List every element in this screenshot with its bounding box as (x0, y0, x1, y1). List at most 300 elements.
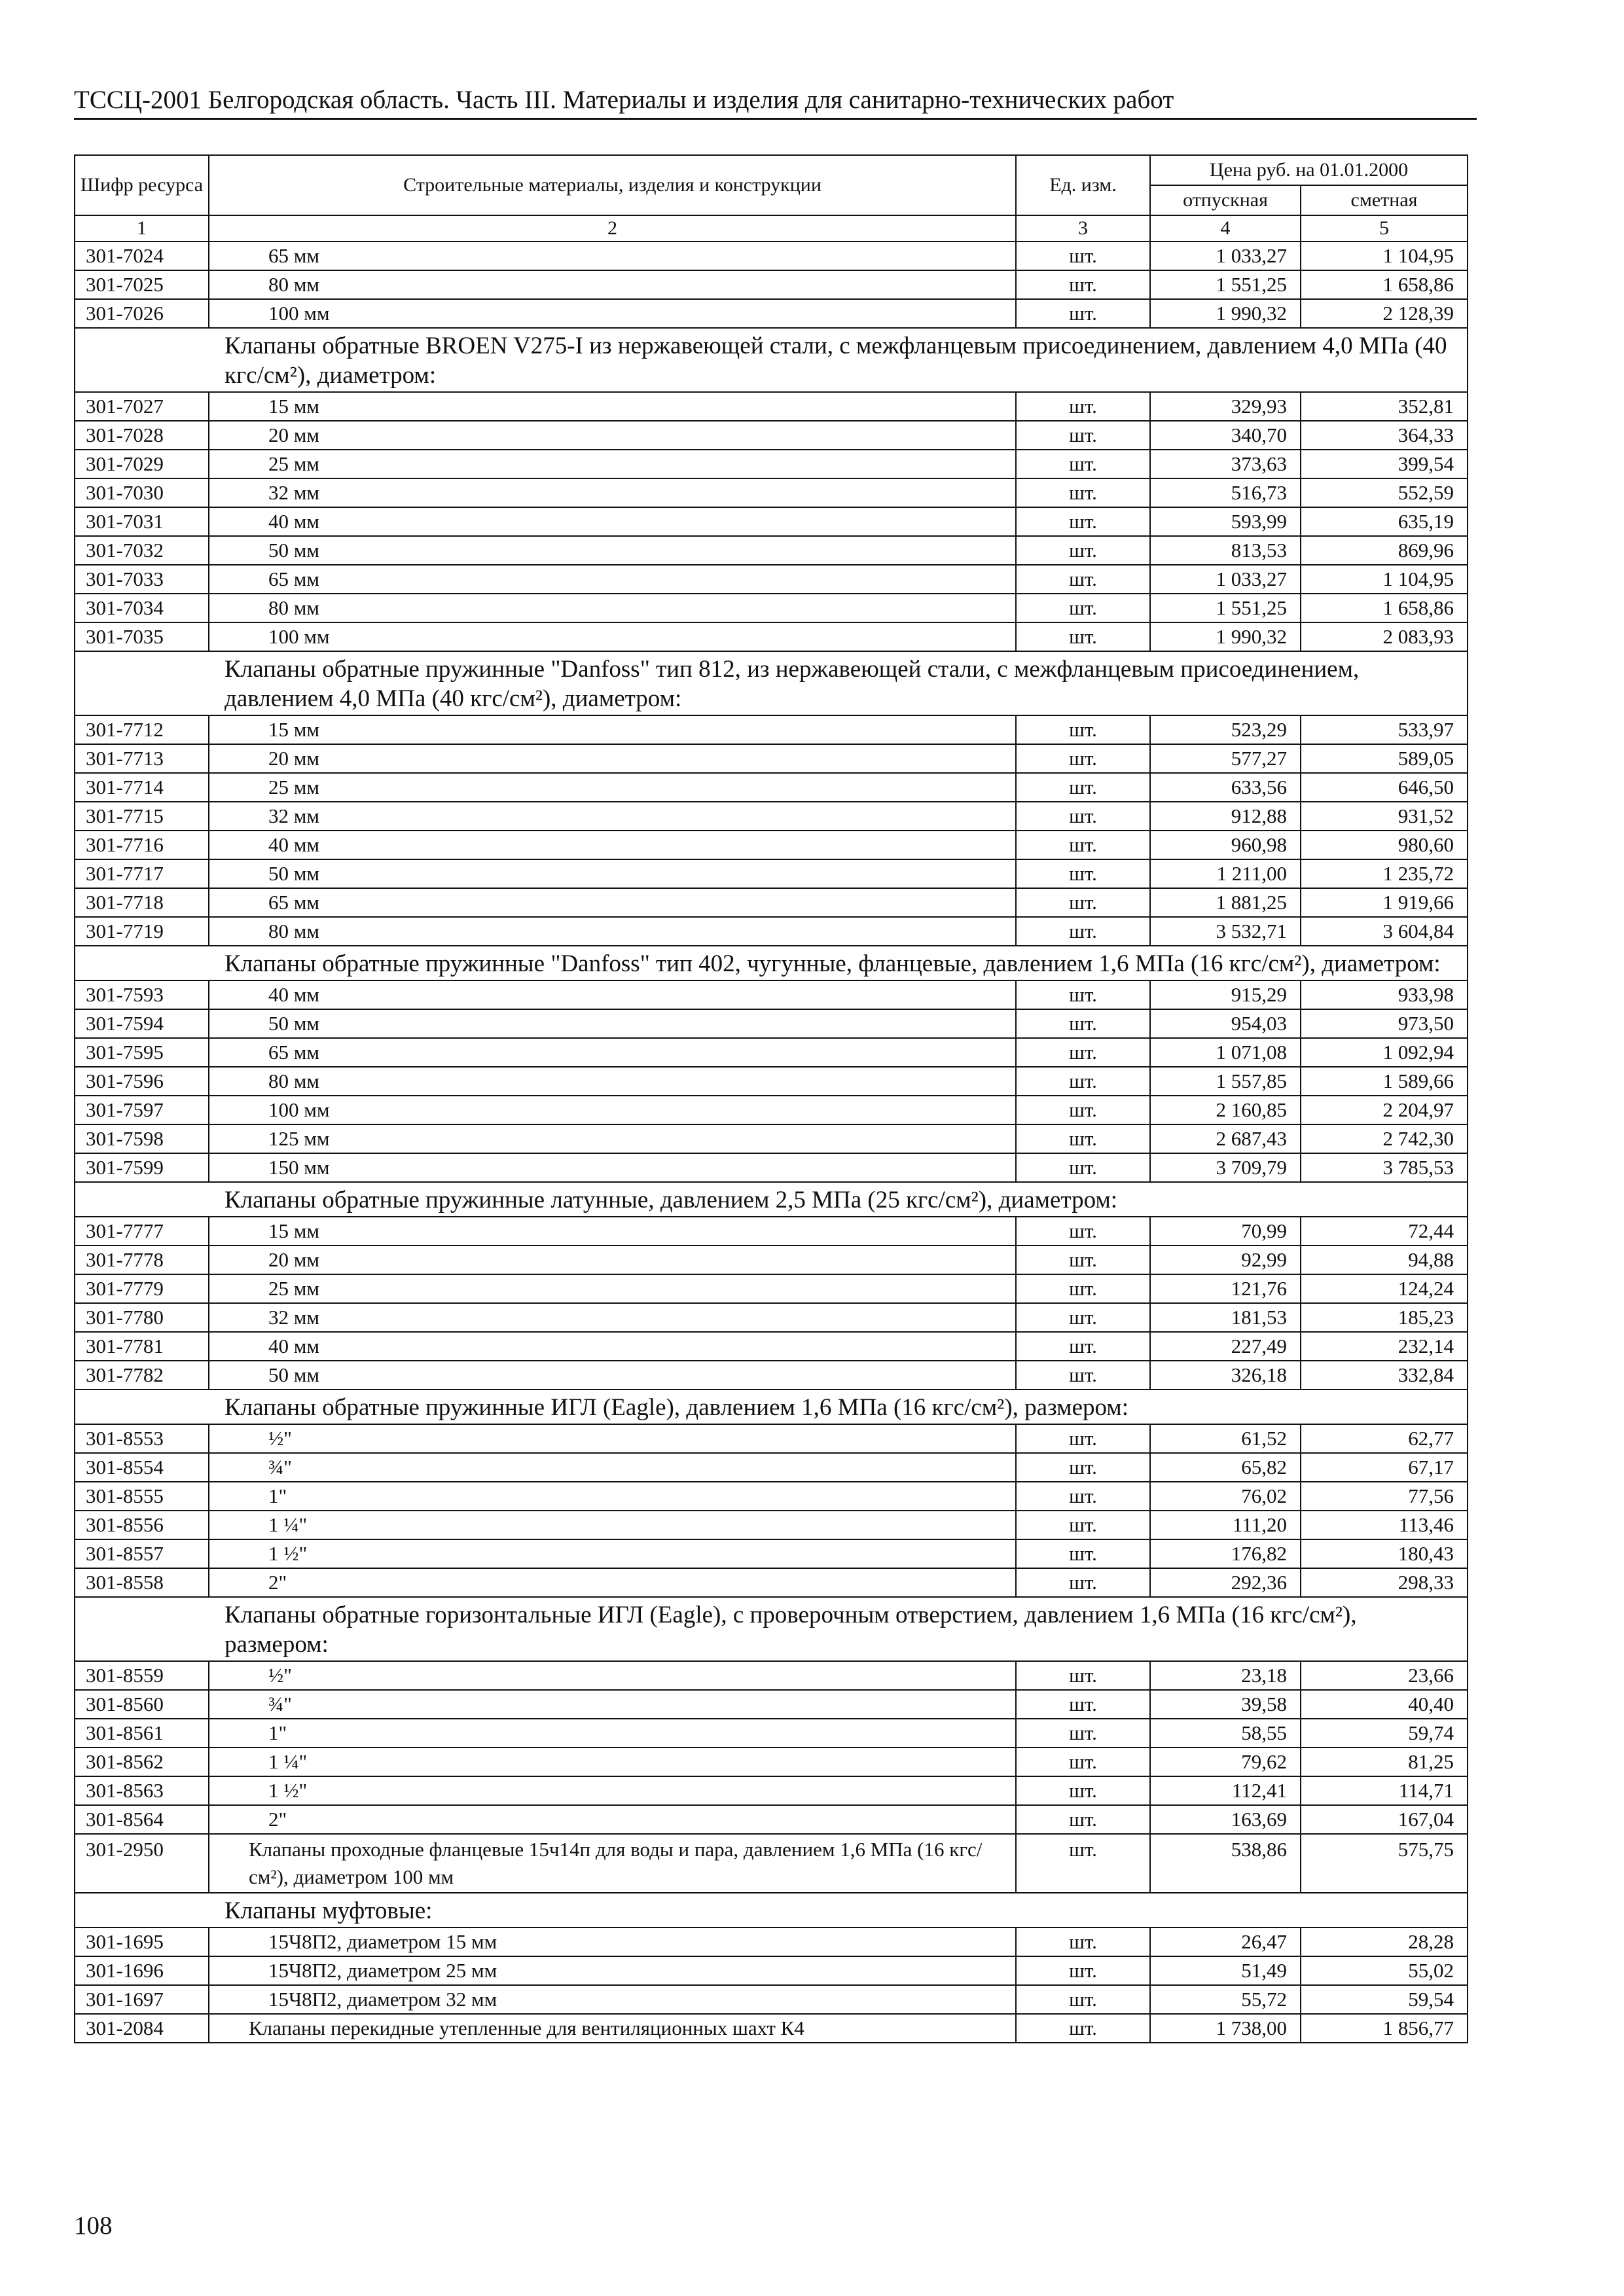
resource-code: 301-7027 (75, 392, 209, 421)
estimate-price: 399,54 (1301, 450, 1468, 478)
release-price: 1 881,25 (1150, 888, 1301, 917)
estimate-price: 2 204,97 (1301, 1096, 1468, 1124)
release-price: 111,20 (1150, 1511, 1301, 1539)
item-description: 65 мм (209, 242, 1016, 270)
item-description: 65 мм (209, 565, 1016, 594)
header-code: Шифр ресурса (75, 155, 209, 215)
unit-cell: шт. (1016, 1661, 1150, 1690)
unit-cell: шт. (1016, 1985, 1150, 2014)
table-row (75, 1038, 1468, 1067)
estimate-price: 3 785,53 (1301, 1153, 1468, 1182)
table-row (75, 1246, 1468, 1274)
release-price: 58,55 (1150, 1719, 1301, 1748)
group-heading-row (75, 1182, 1468, 1217)
item-description: 15Ч8П2, диаметром 25 мм (209, 1956, 1016, 1985)
estimate-price: 59,54 (1301, 1985, 1468, 2014)
table-row (75, 2014, 1468, 2043)
estimate-price: 1 104,95 (1301, 565, 1468, 594)
resource-code: 301-7777 (75, 1217, 209, 1246)
release-price: 163,69 (1150, 1805, 1301, 1834)
item-description: 65 мм (209, 888, 1016, 917)
table-row (75, 1568, 1468, 1597)
estimate-price: 933,98 (1301, 980, 1468, 1009)
table-row (75, 1124, 1468, 1153)
resource-code: 301-8556 (75, 1511, 209, 1539)
resource-code: 301-7026 (75, 299, 209, 328)
item-description: Клапаны перекидные утепленные для вентиляционных шахт К4 (209, 2014, 1016, 2043)
item-description: 100 мм (209, 622, 1016, 651)
group-heading: Клапаны обратные пружинные латунные, давлением 2,5 МПа (25 кгс/см²), диаметром: (75, 1182, 1468, 1217)
resource-code: 301-8555 (75, 1482, 209, 1511)
release-price: 1 551,25 (1150, 270, 1301, 299)
resource-code: 301-7781 (75, 1332, 209, 1361)
estimate-price: 28,28 (1301, 1928, 1468, 1956)
release-price: 373,63 (1150, 450, 1301, 478)
item-description: 25 мм (209, 1274, 1016, 1303)
unit-cell: шт. (1016, 1217, 1150, 1246)
release-price: 516,73 (1150, 478, 1301, 507)
unit-cell: шт. (1016, 299, 1150, 328)
unit-cell: шт. (1016, 2014, 1150, 2043)
release-price: 1 738,00 (1150, 2014, 1301, 2043)
group-heading-row (75, 946, 1468, 980)
resource-code: 301-8561 (75, 1719, 209, 1748)
unit-cell: шт. (1016, 1332, 1150, 1361)
unit-cell: шт. (1016, 888, 1150, 917)
release-price: 55,72 (1150, 1985, 1301, 2014)
release-price: 1 033,27 (1150, 565, 1301, 594)
estimate-price: 298,33 (1301, 1568, 1468, 1597)
resource-code: 301-7024 (75, 242, 209, 270)
release-price: 577,27 (1150, 744, 1301, 773)
group-heading-row (75, 1390, 1468, 1424)
item-description: 20 мм (209, 744, 1016, 773)
unit-cell: шт. (1016, 478, 1150, 507)
group-heading: Клапаны обратные пружинные "Danfoss" тип 812, из нержавеющей стали, с межфланцевым присоединением, давлением 4,0 МПа (40 кгс/см²), диаметром: (75, 651, 1468, 715)
group-heading-row (75, 1597, 1468, 1661)
estimate-price: 646,50 (1301, 773, 1468, 802)
release-price: 61,52 (1150, 1424, 1301, 1453)
unit-cell: шт. (1016, 622, 1150, 651)
resource-code: 301-7025 (75, 270, 209, 299)
estimate-price: 2 128,39 (1301, 299, 1468, 328)
release-price: 65,82 (1150, 1453, 1301, 1482)
header-release-price: отпускная (1150, 185, 1301, 215)
table-row (75, 773, 1468, 802)
resource-code: 301-7597 (75, 1096, 209, 1124)
estimate-price: 113,46 (1301, 1511, 1468, 1539)
table-row (75, 1096, 1468, 1124)
estimate-price: 575,75 (1301, 1834, 1468, 1893)
item-description: 40 мм (209, 507, 1016, 536)
estimate-price: 1 658,86 (1301, 594, 1468, 622)
page-number: 108 (74, 2212, 113, 2240)
item-description: 32 мм (209, 1303, 1016, 1332)
unit-cell: шт. (1016, 1539, 1150, 1568)
unit-cell: шт. (1016, 1303, 1150, 1332)
resource-code: 301-7032 (75, 536, 209, 565)
unit-cell: шт. (1016, 1928, 1150, 1956)
table-row (75, 299, 1468, 328)
item-description: 1 ¼" (209, 1748, 1016, 1776)
release-price: 3 709,79 (1150, 1153, 1301, 1182)
release-price: 326,18 (1150, 1361, 1301, 1390)
table-row (75, 1453, 1468, 1482)
resource-code: 301-1696 (75, 1956, 209, 1985)
table-row (75, 1834, 1468, 1893)
item-description: 15Ч8П2, диаметром 32 мм (209, 1985, 1016, 2014)
release-price: 112,41 (1150, 1776, 1301, 1805)
release-price: 954,03 (1150, 1009, 1301, 1038)
release-price: 1 071,08 (1150, 1038, 1301, 1067)
table-row (75, 1719, 1468, 1748)
item-description: 80 мм (209, 270, 1016, 299)
table-row (75, 1690, 1468, 1719)
resource-code: 301-7598 (75, 1124, 209, 1153)
table-row (75, 1332, 1468, 1361)
unit-cell: шт. (1016, 242, 1150, 270)
unit-cell: шт. (1016, 1956, 1150, 1985)
table-row (75, 1805, 1468, 1834)
table-row (75, 1274, 1468, 1303)
estimate-price: 67,17 (1301, 1453, 1468, 1482)
unit-cell: шт. (1016, 744, 1150, 773)
resource-code: 301-7593 (75, 980, 209, 1009)
item-description: 100 мм (209, 299, 1016, 328)
table-row (75, 1361, 1468, 1390)
item-description: 1 ½" (209, 1539, 1016, 1568)
estimate-price: 552,59 (1301, 478, 1468, 507)
estimate-price: 167,04 (1301, 1805, 1468, 1834)
item-description: 2" (209, 1568, 1016, 1597)
item-description: 40 мм (209, 1332, 1016, 1361)
estimate-price: 1 104,95 (1301, 242, 1468, 270)
resource-code: 301-2950 (75, 1834, 209, 1893)
estimate-price: 1 092,94 (1301, 1038, 1468, 1067)
item-description: 25 мм (209, 773, 1016, 802)
group-heading-row (75, 1893, 1468, 1928)
unit-cell: шт. (1016, 1748, 1150, 1776)
table-row (75, 1303, 1468, 1332)
resource-code: 301-2084 (75, 2014, 209, 2043)
release-price: 1 990,32 (1150, 299, 1301, 328)
unit-cell: шт. (1016, 980, 1150, 1009)
estimate-price: 185,23 (1301, 1303, 1468, 1332)
table-row (75, 1539, 1468, 1568)
release-price: 633,56 (1150, 773, 1301, 802)
resource-code: 301-7780 (75, 1303, 209, 1332)
group-heading: Клапаны обратные пружинные "Danfoss" тип 402, чугунные, фланцевые, давлением 1,6 МПа (16 кгс/см²), диаметром: (75, 946, 1468, 980)
resource-code: 301-7719 (75, 917, 209, 946)
release-price: 813,53 (1150, 536, 1301, 565)
release-price: 2 160,85 (1150, 1096, 1301, 1124)
estimate-price: 94,88 (1301, 1246, 1468, 1274)
item-description: 1 ¼" (209, 1511, 1016, 1539)
table-row (75, 1776, 1468, 1805)
unit-cell: шт. (1016, 565, 1150, 594)
item-description: 15Ч8П2, диаметром 15 мм (209, 1928, 1016, 1956)
unit-cell: шт. (1016, 1246, 1150, 1274)
table-row (75, 421, 1468, 450)
release-price: 26,47 (1150, 1928, 1301, 1956)
resource-code: 301-8558 (75, 1568, 209, 1597)
table-row (75, 888, 1468, 917)
unit-cell: шт. (1016, 1776, 1150, 1805)
table-row (75, 1067, 1468, 1096)
release-price: 70,99 (1150, 1217, 1301, 1246)
estimate-price: 1 235,72 (1301, 859, 1468, 888)
unit-cell: шт. (1016, 1067, 1150, 1096)
release-price: 181,53 (1150, 1303, 1301, 1332)
column-number: 5 (1301, 215, 1468, 242)
header-price: Цена руб. на 01.01.2000 (1150, 155, 1468, 185)
release-price: 79,62 (1150, 1748, 1301, 1776)
table-body (75, 242, 1468, 2043)
table-row (75, 1009, 1468, 1038)
resource-code: 301-8560 (75, 1690, 209, 1719)
resource-code: 301-7716 (75, 831, 209, 859)
estimate-price: 533,97 (1301, 715, 1468, 744)
table-row (75, 1424, 1468, 1453)
unit-cell: шт. (1016, 1511, 1150, 1539)
item-description: 15 мм (209, 715, 1016, 744)
resource-code: 301-1695 (75, 1928, 209, 1956)
estimate-price: 352,81 (1301, 392, 1468, 421)
resource-code: 301-7595 (75, 1038, 209, 1067)
unit-cell: шт. (1016, 773, 1150, 802)
release-price: 340,70 (1150, 421, 1301, 450)
unit-cell: шт. (1016, 1424, 1150, 1453)
table-row (75, 1661, 1468, 1690)
group-heading-row (75, 328, 1468, 392)
unit-cell: шт. (1016, 1453, 1150, 1482)
group-heading: Клапаны обратные пружинные ИГЛ (Eagle), давлением 1,6 МПа (16 кгс/см²), размером: (75, 1390, 1468, 1424)
table-row (75, 270, 1468, 299)
unit-cell: шт. (1016, 1009, 1150, 1038)
release-price: 92,99 (1150, 1246, 1301, 1274)
column-number: 1 (75, 215, 209, 242)
table-row (75, 1153, 1468, 1182)
table-row (75, 715, 1468, 744)
release-price: 3 532,71 (1150, 917, 1301, 946)
release-price: 538,86 (1150, 1834, 1301, 1893)
estimate-price: 72,44 (1301, 1217, 1468, 1246)
group-heading: Клапаны обратные горизонтальные ИГЛ (Eagle), с проверочным отверстием, давлением 1,6 МПа (16 кгс/см²), размером: (75, 1597, 1468, 1661)
item-description: 50 мм (209, 1009, 1016, 1038)
resource-code: 301-7028 (75, 421, 209, 450)
estimate-price: 114,71 (1301, 1776, 1468, 1805)
table-row (75, 450, 1468, 478)
resource-code: 301-7034 (75, 594, 209, 622)
item-description: 100 мм (209, 1096, 1016, 1124)
release-price: 1 551,25 (1150, 594, 1301, 622)
release-price: 227,49 (1150, 1332, 1301, 1361)
release-price: 1 557,85 (1150, 1067, 1301, 1096)
release-price: 523,29 (1150, 715, 1301, 744)
item-description: 50 мм (209, 536, 1016, 565)
group-heading: Клапаны муфтовые: (75, 1893, 1468, 1928)
estimate-price: 973,50 (1301, 1009, 1468, 1038)
table-row (75, 478, 1468, 507)
header-estimate-price: сметная (1301, 185, 1468, 215)
release-price: 593,99 (1150, 507, 1301, 536)
item-description: ¾" (209, 1453, 1016, 1482)
resource-code: 301-7033 (75, 565, 209, 594)
estimate-price: 81,25 (1301, 1748, 1468, 1776)
resource-code: 301-7035 (75, 622, 209, 651)
estimate-price: 62,77 (1301, 1424, 1468, 1453)
item-description: 50 мм (209, 859, 1016, 888)
table-row (75, 507, 1468, 536)
release-price: 176,82 (1150, 1539, 1301, 1568)
release-price: 121,76 (1150, 1274, 1301, 1303)
resource-code: 301-7596 (75, 1067, 209, 1096)
release-price: 1 990,32 (1150, 622, 1301, 651)
item-description: 40 мм (209, 831, 1016, 859)
table-row (75, 622, 1468, 651)
unit-cell: шт. (1016, 1719, 1150, 1748)
release-price: 915,29 (1150, 980, 1301, 1009)
estimate-price: 77,56 (1301, 1482, 1468, 1511)
table-row (75, 1928, 1468, 1956)
item-description: 32 мм (209, 478, 1016, 507)
table-row (75, 980, 1468, 1009)
column-number: 4 (1150, 215, 1301, 242)
resource-code: 301-7778 (75, 1246, 209, 1274)
item-description: 20 мм (209, 421, 1016, 450)
table-row (75, 859, 1468, 888)
estimate-price: 931,52 (1301, 802, 1468, 831)
release-price: 292,36 (1150, 1568, 1301, 1597)
table-row (75, 594, 1468, 622)
estimate-price: 635,19 (1301, 507, 1468, 536)
item-description: 1 ½" (209, 1776, 1016, 1805)
resource-code: 301-7713 (75, 744, 209, 773)
release-price: 76,02 (1150, 1482, 1301, 1511)
estimate-price: 180,43 (1301, 1539, 1468, 1568)
item-description: 15 мм (209, 392, 1016, 421)
unit-cell: шт. (1016, 392, 1150, 421)
item-description: ¾" (209, 1690, 1016, 1719)
estimate-price: 332,84 (1301, 1361, 1468, 1390)
unit-cell: шт. (1016, 1124, 1150, 1153)
unit-cell: шт. (1016, 1274, 1150, 1303)
estimate-price: 124,24 (1301, 1274, 1468, 1303)
unit-cell: шт. (1016, 859, 1150, 888)
estimate-price: 589,05 (1301, 744, 1468, 773)
resource-code: 301-7782 (75, 1361, 209, 1390)
unit-cell: шт. (1016, 917, 1150, 946)
resource-code: 301-8564 (75, 1805, 209, 1834)
release-price: 1 033,27 (1150, 242, 1301, 270)
unit-cell: шт. (1016, 1568, 1150, 1597)
price-table (74, 154, 1468, 2043)
resource-code: 301-8554 (75, 1453, 209, 1482)
estimate-price: 23,66 (1301, 1661, 1468, 1690)
unit-cell: шт. (1016, 1361, 1150, 1390)
column-number: 2 (209, 215, 1016, 242)
item-description: 65 мм (209, 1038, 1016, 1067)
estimate-price: 1 919,66 (1301, 888, 1468, 917)
resource-code: 301-8563 (75, 1776, 209, 1805)
group-heading-row (75, 651, 1468, 715)
estimate-price: 1 589,66 (1301, 1067, 1468, 1096)
resource-code: 301-7779 (75, 1274, 209, 1303)
estimate-price: 1 856,77 (1301, 2014, 1468, 2043)
header-rule (74, 118, 1477, 120)
release-price: 51,49 (1150, 1956, 1301, 1985)
unit-cell: шт. (1016, 507, 1150, 536)
unit-cell: шт. (1016, 536, 1150, 565)
table-row (75, 831, 1468, 859)
item-description: 150 мм (209, 1153, 1016, 1182)
unit-cell: шт. (1016, 1834, 1150, 1893)
item-description: 40 мм (209, 980, 1016, 1009)
release-price: 2 687,43 (1150, 1124, 1301, 1153)
unit-cell: шт. (1016, 450, 1150, 478)
item-description: ½" (209, 1424, 1016, 1453)
item-description: 125 мм (209, 1124, 1016, 1153)
unit-cell: шт. (1016, 1805, 1150, 1834)
release-price: 912,88 (1150, 802, 1301, 831)
table-row (75, 1511, 1468, 1539)
resource-code: 301-7718 (75, 888, 209, 917)
resource-code: 301-7029 (75, 450, 209, 478)
release-price: 23,18 (1150, 1661, 1301, 1690)
estimate-price: 980,60 (1301, 831, 1468, 859)
estimate-price: 2 742,30 (1301, 1124, 1468, 1153)
resource-code: 301-8562 (75, 1748, 209, 1776)
unit-cell: шт. (1016, 421, 1150, 450)
table-row (75, 1748, 1468, 1776)
release-price: 39,58 (1150, 1690, 1301, 1719)
estimate-price: 55,02 (1301, 1956, 1468, 1985)
item-description: Клапаны проходные фланцевые 15ч14п для воды и пара, давлением 1,6 МПа (16 кгс/см²), диаметром 100 мм (209, 1834, 1016, 1893)
table-row (75, 802, 1468, 831)
release-price: 1 211,00 (1150, 859, 1301, 888)
resource-code: 301-7715 (75, 802, 209, 831)
table-row (75, 917, 1468, 946)
resource-code: 301-7030 (75, 478, 209, 507)
table-row (75, 1482, 1468, 1511)
table-row (75, 1956, 1468, 1985)
estimate-price: 1 658,86 (1301, 270, 1468, 299)
resource-code: 301-1697 (75, 1985, 209, 2014)
item-description: 15 мм (209, 1217, 1016, 1246)
table-row (75, 1217, 1468, 1246)
unit-cell: шт. (1016, 831, 1150, 859)
resource-code: 301-7714 (75, 773, 209, 802)
release-price: 329,93 (1150, 392, 1301, 421)
item-description: 32 мм (209, 802, 1016, 831)
estimate-price: 40,40 (1301, 1690, 1468, 1719)
header-unit: Ед. изм. (1016, 155, 1150, 215)
item-description: 2" (209, 1805, 1016, 1834)
item-description: 1" (209, 1719, 1016, 1748)
page-header: ТССЦ-2001 Белгородская область. Часть III. Материалы и изделия для санитарно-технических работ (74, 86, 1174, 114)
unit-cell: шт. (1016, 1038, 1150, 1067)
table-row (75, 565, 1468, 594)
unit-cell: шт. (1016, 594, 1150, 622)
resource-code: 301-7599 (75, 1153, 209, 1182)
item-description: ½" (209, 1661, 1016, 1690)
unit-cell: шт. (1016, 1153, 1150, 1182)
resource-code: 301-7594 (75, 1009, 209, 1038)
resource-code: 301-7031 (75, 507, 209, 536)
table-row (75, 392, 1468, 421)
resource-code: 301-8557 (75, 1539, 209, 1568)
resource-code: 301-8559 (75, 1661, 209, 1690)
